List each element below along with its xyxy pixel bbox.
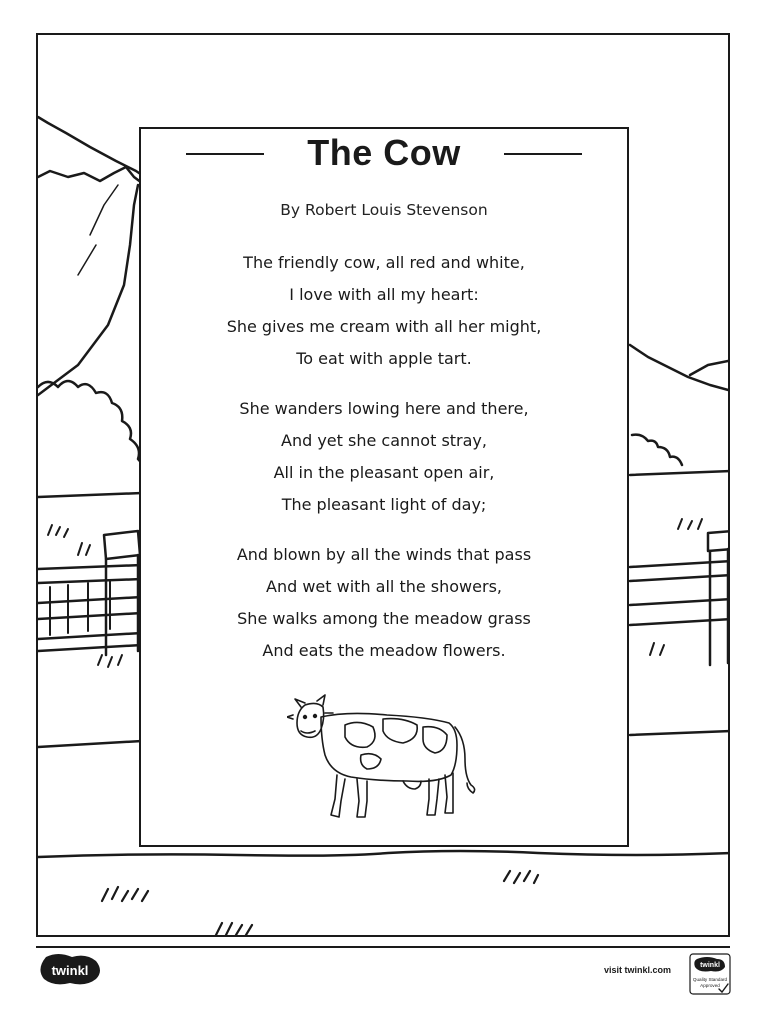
poem-line: She walks among the meadow grass <box>237 609 531 628</box>
poem-line: The pleasant light of day; <box>281 495 487 514</box>
twinkl-logo-icon[interactable] <box>38 953 102 987</box>
poem-author: By Robert Louis Stevenson <box>280 201 488 219</box>
poem-line: All in the pleasant open air, <box>273 463 495 482</box>
poem-card <box>139 127 629 847</box>
poem-line: I love with all my heart: <box>289 285 479 304</box>
badge-line-1: Quality Standard <box>692 977 728 982</box>
cow-icon <box>287 689 487 834</box>
poem-line: She wanders lowing here and there, <box>239 399 529 418</box>
poem-line: And blown by all the winds that pass <box>236 545 532 564</box>
stanza <box>141 247 627 375</box>
twinkl-logo-text: twinkl <box>51 963 89 978</box>
quality-badge-icon <box>689 953 731 995</box>
stanza <box>141 393 627 521</box>
badge-line-2: Approved <box>700 983 720 988</box>
poem-line: And yet she cannot stray, <box>281 431 487 450</box>
page-frame <box>36 33 730 937</box>
stanza <box>141 539 627 667</box>
poem-line: To eat with apple tart. <box>296 349 472 368</box>
footer-rule <box>36 946 730 948</box>
poem-line: The friendly cow, all red and white, <box>243 253 525 272</box>
poem-line: And eats the meadow flowers. <box>262 641 506 660</box>
poem-title: The Cow <box>307 132 461 173</box>
poem-line: She gives me cream with all her might, <box>226 317 542 336</box>
poem-line: And wet with all the showers, <box>266 577 502 596</box>
poem-title-row <box>141 131 627 175</box>
visit-twinkl-link[interactable]: visit twinkl.com <box>604 965 672 975</box>
poem-body <box>141 247 627 685</box>
badge-title: twinkl <box>700 962 720 969</box>
